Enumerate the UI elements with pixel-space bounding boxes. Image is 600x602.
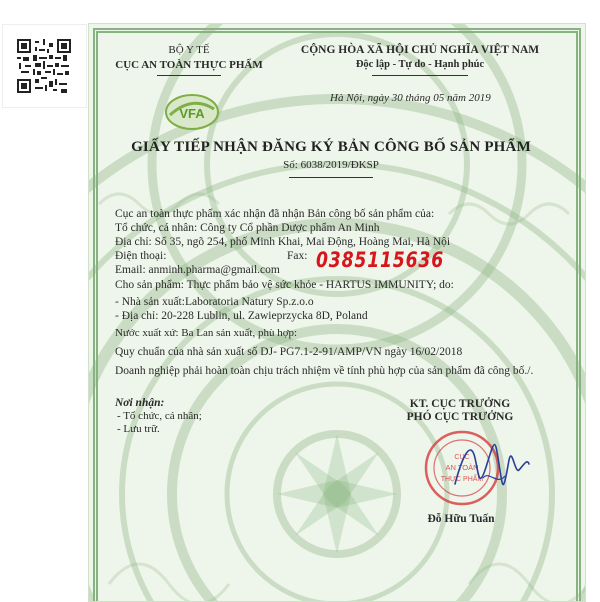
title-underline <box>289 177 373 178</box>
recipient-item: - Tổ chức, cá nhân; <box>117 410 202 422</box>
national-motto: Độc lập - Tự do - Hạnh phúc <box>355 59 485 70</box>
body-line-email: Email: anminh.pharma@gmail.com <box>115 264 280 276</box>
qr-code-icon <box>17 39 71 93</box>
recipients-heading: Nơi nhận: <box>115 397 165 409</box>
body-line-origin: Nước xuất xứ: Ba Lan sản xuất, phù hợp: <box>115 327 298 339</box>
qr-code <box>2 24 87 108</box>
ministry-name: BỘ Y TẾ <box>168 44 210 56</box>
signer-role-line1: KT. CỤC TRƯỞNG <box>409 398 511 410</box>
body-line-intro: Cục an toàn thực phẩm xác nhận đã nhận Bản công bố sản phẩm của: <box>115 208 435 220</box>
phone-number-overlay: 0385115636 <box>316 248 445 272</box>
country-name: CỘNG HÒA XÃ HỘI CHỦ NGHĨA VIỆT NAM <box>300 44 540 56</box>
body-line-manufacturer: - Nhà sản xuất:Laboratoria Natury Sp.z.o.o <box>115 296 314 308</box>
certificate-document <box>88 23 586 602</box>
agency-name: CỤC AN TOÀN THỰC PHẨM <box>115 59 263 71</box>
header-right-underline <box>372 75 468 76</box>
body-line-standard: Quy chuẩn của nhà sản xuất số DJ- PG7.1-2-91/AMP/VN ngày 16/02/2018 <box>115 346 463 358</box>
body-line-fax: Fax: <box>287 250 308 262</box>
vfa-logo <box>162 91 222 133</box>
body-line-manufacturer-address: - Địa chỉ: 20-228 Lublin, ul. Zawieprzycka 8D, Poland <box>115 310 368 322</box>
body-line-responsibility: Doanh nghiệp phải hoàn toàn chịu trách nhiệm về tính phù hợp của sản phẩm đã công bố./. <box>115 365 534 377</box>
body-line-phone: Điện thoại: <box>115 250 167 262</box>
document-title: GIẤY TIẾP NHẬN ĐĂNG KÝ BẢN CÔNG BỐ SẢN PHẨM <box>131 139 531 155</box>
recipient-item: - Lưu trữ. <box>117 423 160 435</box>
signer-name: Đỗ Hữu Tuấn <box>427 513 495 525</box>
body-line-organization: Tổ chức, cá nhân: Công ty Cổ phần Dược phẩm An Minh <box>115 222 380 234</box>
header-left-underline <box>157 75 221 76</box>
body-line-product: Cho sản phẩm: Thực phẩm bảo vệ sức khỏe - HARTUS IMMUNITY; do: <box>115 279 454 291</box>
seal-text-3: THỰC PHẨM <box>440 476 484 483</box>
body-line-address: Địa chỉ: Số 35, ngõ 254, phố Minh Khai, Mai Động, Hoàng Mai, Hà Nội <box>115 236 451 248</box>
document-number: Số: 6038/2019/ĐKSP <box>283 159 379 171</box>
issue-date: Hà Nội, ngày 30 tháng 05 năm 2019 <box>330 92 491 104</box>
handwritten-signature-icon <box>449 434 533 500</box>
seal-text-1: CỤC <box>454 454 470 461</box>
seal-text-2: AN TOÀN <box>445 463 479 472</box>
vfa-logo-text: VFA <box>179 106 205 121</box>
signer-role-line2: PHÓ CỤC TRƯỞNG <box>406 411 514 423</box>
